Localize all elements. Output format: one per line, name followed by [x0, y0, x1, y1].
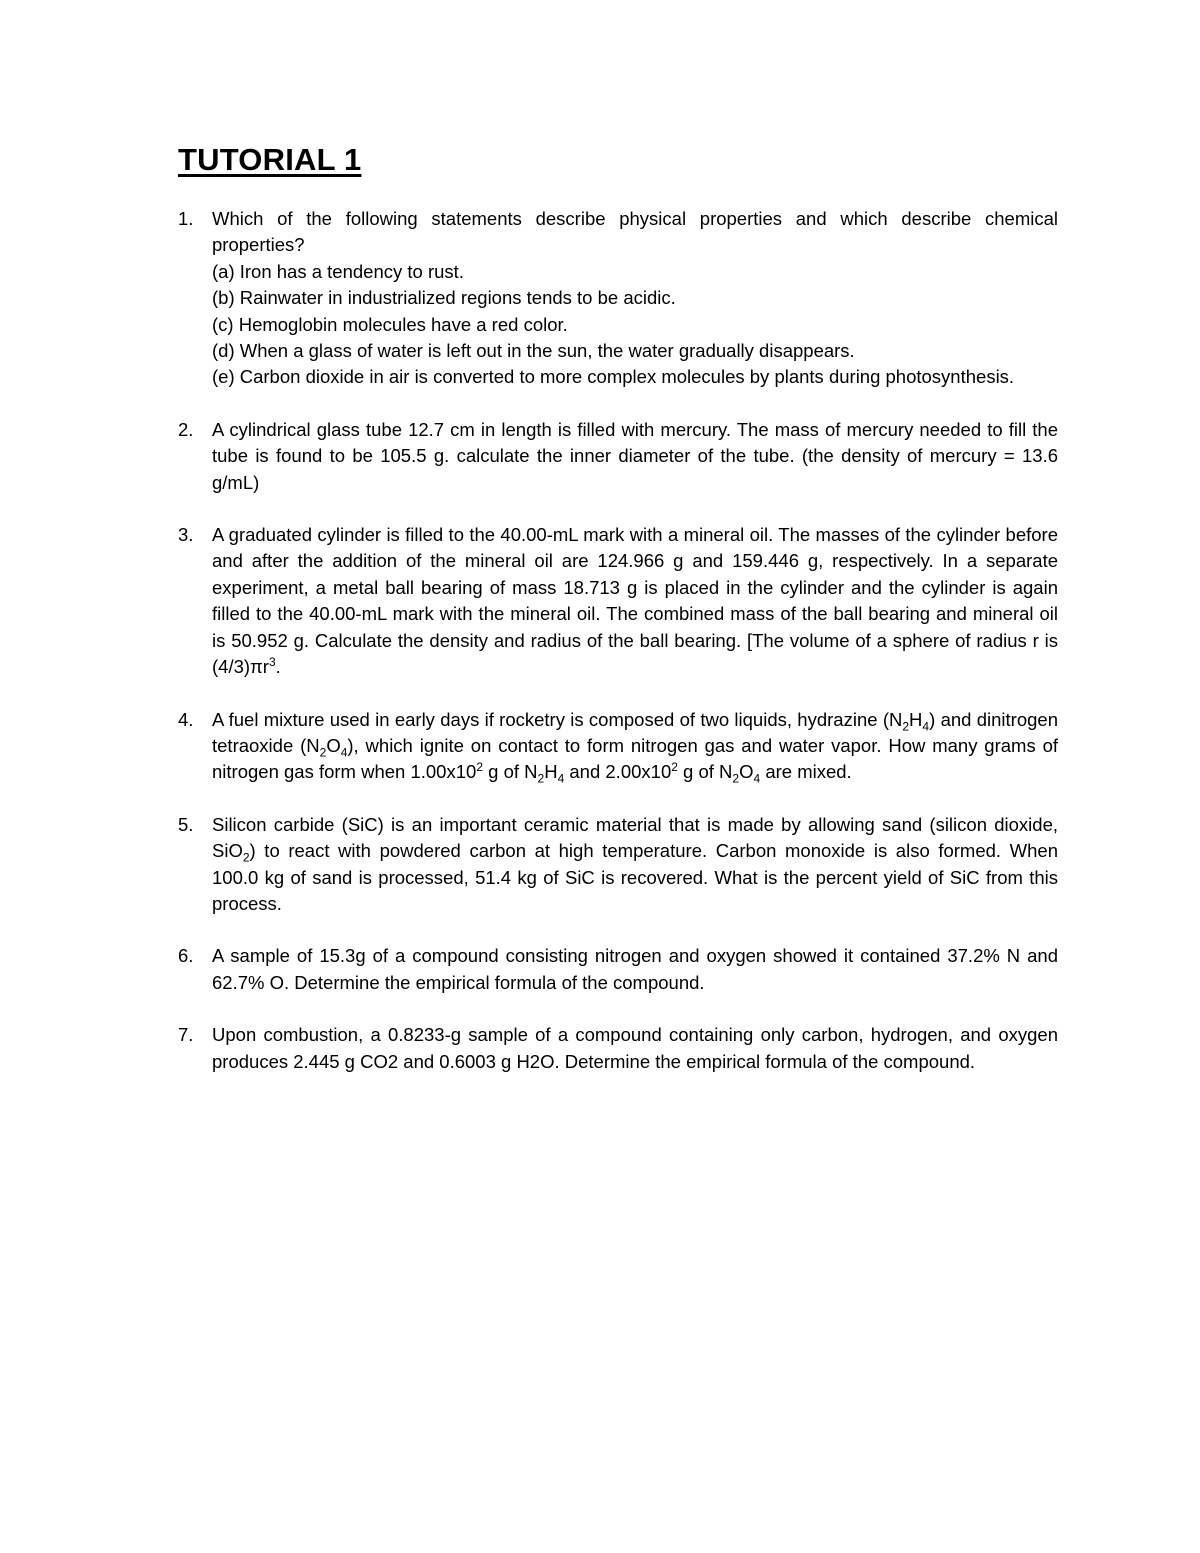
subscript: 2 — [902, 719, 910, 734]
subscript: 2 — [537, 772, 545, 786]
question-part-a: (a) Iron has a tendency to rust. — [212, 260, 464, 282]
subscript: 4 — [922, 719, 930, 734]
question-text: A cylindrical glass tube 12.7 cm in length is filled with mercury. The mass of mercury needed to fill the tube is found to be 105.5 g. calculate the inner diameter of the tube. (the density of mercury = 13.6 g/mL) — [212, 418, 1058, 493]
subscript: 2 — [732, 772, 740, 786]
exponent: 2 — [476, 760, 483, 775]
question-part-e: (e) Carbon dioxide in air is converted to more complex molecules by plants during photosynthesis. — [212, 366, 1015, 388]
question-text: A sample of 15.3g of a compound consisting nitrogen and oxygen showed it contained 37.2% N and 62.7% O. Determine the empirical formula of the compound. — [212, 945, 1058, 993]
exponent: 2 — [671, 760, 678, 775]
question-5 — [178, 812, 1058, 918]
question-text-segment: O — [326, 734, 341, 756]
question-text-segment: Silicon carbide (SiC) is an important ceramic material that is made by allowing sand (silicon dioxide, SiO — [212, 813, 1058, 862]
subscript: 4 — [753, 772, 761, 786]
question-part-c: (c) Hemoglobin molecules have a red color. — [212, 313, 568, 335]
exponent: 3 — [268, 654, 276, 669]
page-title: TUTORIAL 1 — [178, 142, 362, 177]
question-text-segment: H — [909, 708, 923, 730]
question-number: 3. — [178, 524, 194, 546]
question-part-b: (b) Rainwater in industrialized regions tends to be acidic. — [212, 287, 676, 309]
subscript: 2 — [319, 745, 327, 760]
question-text-segment: ) and dinitrogen tetraoxide (N — [212, 708, 1058, 756]
question-text: Which of the following statements describe physical properties and which describe chemical properties? — [212, 208, 1058, 256]
question-text-segment: ), which ignite on contact to form nitrogen gas and water vapor. How many grams of nitrogen gas form when 1.00x10 — [212, 734, 1058, 783]
question-text-segment: A graduated cylinder is filled to the 40.00-mL mark with a mineral oil. The masses of the cylinder before and after the addition of the mineral oil are 124.966 g and 159.446 g, respectively. In a separate experiment, a metal ball bearing of mass 18.713 g is placed in the cylinder and the cylinder is again filled to the 40.00-mL mark with the mineral oil. The combined mass of the ball bearing and mineral oil is 50.952 g. Calculate the density and radius of the ball bearing. [The volume of a sphere of radius r is (4/3)πr — [212, 524, 1058, 678]
question-text — [212, 522, 1058, 680]
question-text-segment: and 2.00x10 — [564, 761, 672, 783]
question-1 — [178, 206, 1058, 391]
question-7 — [178, 1022, 1058, 1075]
question-part-d: (d) When a glass of water is left out in the sun, the water gradually disappears. — [212, 340, 855, 362]
subscript: 4 — [340, 745, 348, 760]
question-number: 7. — [178, 1024, 194, 1046]
subscript: 2 — [242, 850, 250, 865]
question-text-segment: ) to react with powdered carbon at high temperature. Carbon monoxide is also formed. When 100.0 kg of sand is processed, 51.4 kg of SiC is recovered. What is the percent yield of SiC from this process. — [212, 840, 1058, 914]
question-text — [212, 707, 1058, 786]
question-text-segment: g of N — [677, 761, 733, 783]
question-2 — [178, 417, 1058, 496]
question-text-segment: . — [275, 656, 281, 678]
question-text-segment: H — [544, 761, 558, 783]
question-text — [212, 812, 1058, 918]
question-text-segment: O — [739, 761, 754, 783]
question-number: 4. — [178, 708, 194, 730]
question-text-segment: g of N — [483, 761, 538, 783]
question-list — [178, 206, 1058, 1075]
question-text: Upon combustion, a 0.8233-g sample of a compound containing only carbon, hydrogen, and oxygen produces 2.445 g CO2 and 0.6003 g H2O. Determine the empirical formula of the compound. — [212, 1024, 1058, 1072]
subscript: 4 — [557, 772, 565, 786]
question-3 — [178, 522, 1058, 680]
question-text-segment: are mixed. — [760, 761, 852, 783]
question-6 — [178, 943, 1058, 996]
question-text-segment: A fuel mixture used in early days if rocketry is composed of two liquids, hydrazine (N — [212, 708, 903, 730]
question-number: 6. — [178, 945, 194, 967]
question-number: 5. — [178, 813, 194, 835]
question-number: 2. — [178, 418, 194, 440]
question-number: 1. — [178, 208, 194, 229]
question-4 — [178, 707, 1058, 786]
